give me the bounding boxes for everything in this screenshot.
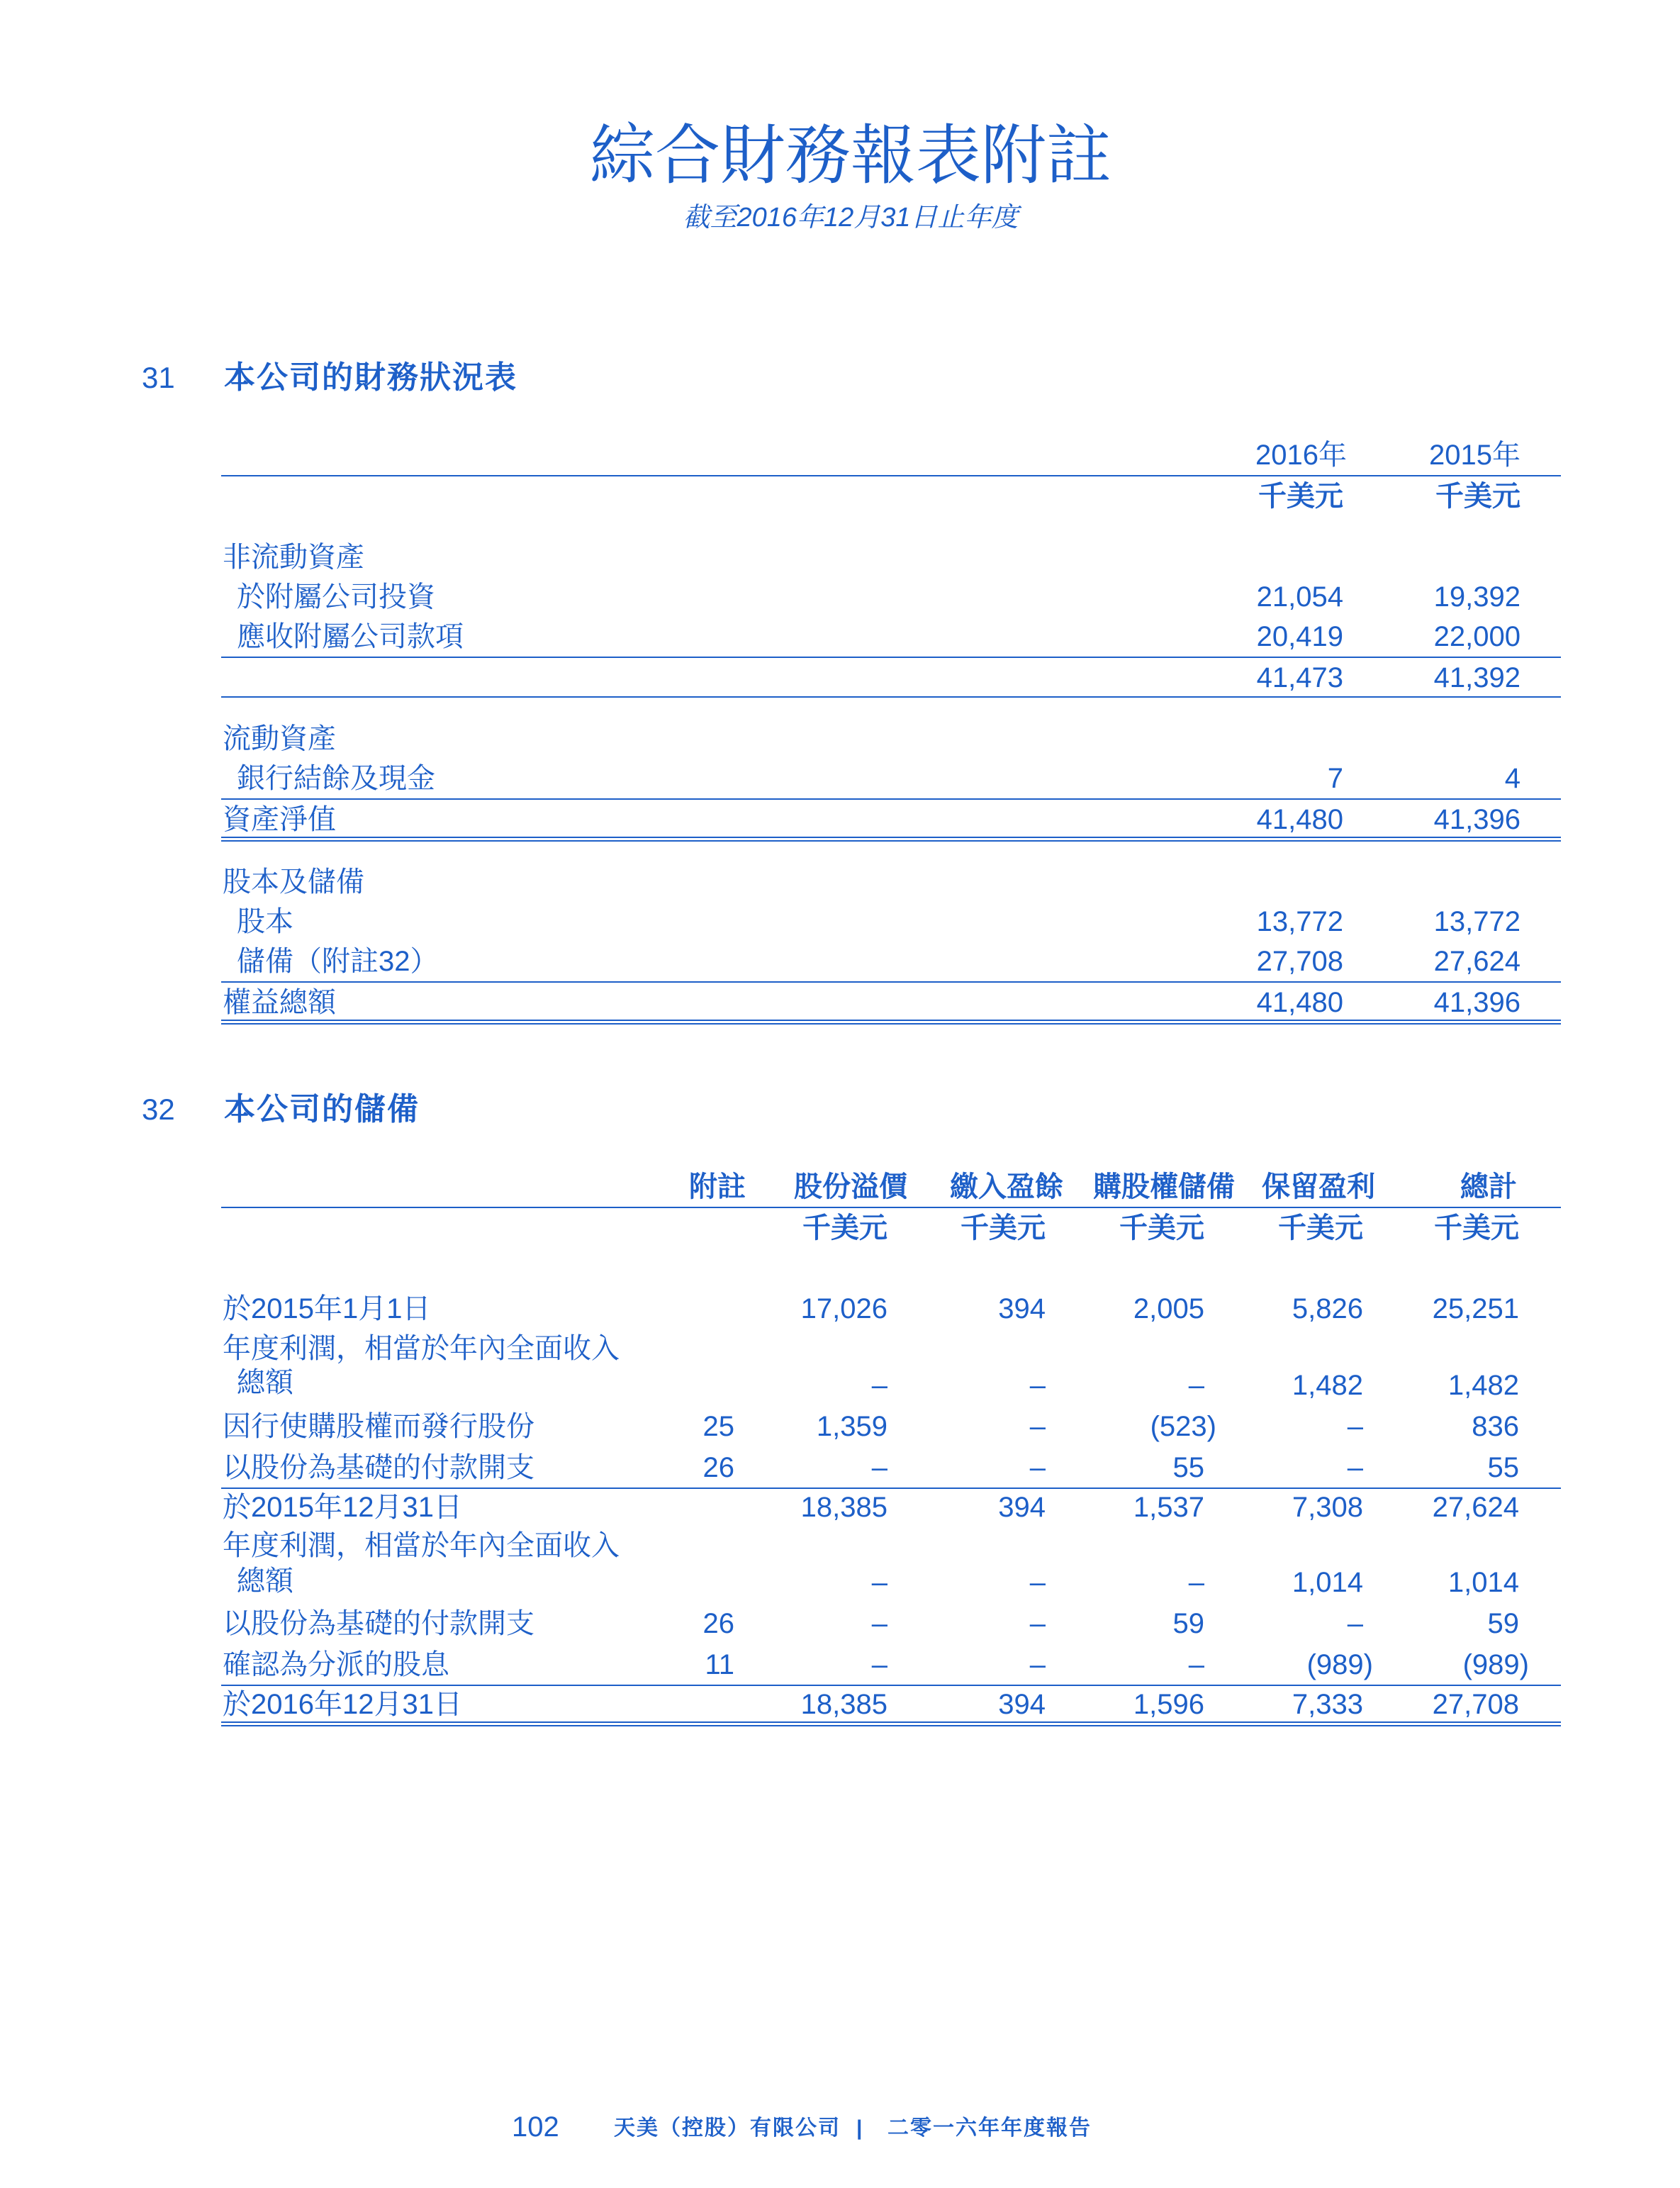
reserve-cell: – [871,1452,887,1483]
reserve-cell: – [1029,1452,1046,1483]
page-title: 綜合財務報表附註 [589,120,1111,192]
reserve-cell: 394 [998,1689,1046,1720]
total-equity-2016: 41,480 [1256,987,1343,1018]
reserve-cell: 7,333 [1292,1689,1363,1720]
reserve-cell: 27,708 [1432,1689,1519,1720]
reserve-cell: 25,251 [1432,1293,1519,1324]
reserve-row-label: 以股份為基礎的付款開支 [223,1608,534,1639]
reserve-cell: 18,385 [800,1492,887,1523]
rule [221,657,1561,658]
reserve-cell: – [1029,1608,1046,1639]
reserve-cell: 55 [1172,1452,1204,1483]
reserve-cell: 1,482 [1292,1370,1363,1401]
reserve-cell: 1,014 [1447,1567,1519,1598]
total-equity-label: 權益總額 [223,987,336,1018]
reserve-cell: 1,359 [816,1411,887,1442]
col-retained-earnings: 保留盈利 [1262,1171,1375,1202]
reserve-cell: – [1188,1649,1204,1680]
reserve-note: 25 [702,1411,734,1442]
col-header-2015-unit: 千美元 [1435,481,1521,512]
reserve-row-label: 以股份為基礎的付款開支 [223,1452,534,1483]
reserve-cell: 2,005 [1133,1293,1204,1324]
section-32-title: 本公司的儲備 [224,1092,420,1127]
row-value-2015: 19,392 [1433,581,1521,613]
rule [221,1685,1561,1686]
row-value-2015: 22,000 [1433,621,1521,652]
reserve-cell: – [871,1608,887,1639]
col-option-reserve: 購股權儲備 [1093,1171,1235,1202]
footer-separator: | [856,2116,864,2140]
rule [221,981,1561,983]
rule [221,798,1561,800]
row-label: 儲備（附註32） [237,946,439,977]
rule [221,1487,1561,1489]
page-subtitle: 截至2016年12月31日止年度 [683,203,1019,233]
unit: 千美元 [802,1212,887,1244]
reserve-cell: 59 [1172,1608,1204,1639]
unit: 千美元 [961,1212,1046,1244]
reserve-cell: – [1029,1370,1046,1401]
reserve-cell: 1,596 [1133,1689,1204,1720]
row-label: 於附屬公司投資 [237,581,435,613]
reserve-cell: 55 [1487,1452,1519,1483]
capital-reserves-label: 股本及儲備 [223,866,364,898]
unit: 千美元 [1119,1212,1204,1244]
reserve-cell: 1,537 [1133,1492,1204,1523]
footer-report: 二零一六年年度報告 [887,2116,1092,2140]
reserve-cell: 836 [1472,1411,1519,1442]
reserve-cell: – [871,1370,887,1401]
col-header-2016-unit: 千美元 [1258,481,1343,512]
page-number: 102 [512,2111,559,2143]
net-assets-2015: 41,396 [1433,804,1521,835]
col-contributed-surplus: 繳入盈餘 [950,1171,1063,1202]
reserve-cell: – [871,1567,887,1598]
col-share-premium: 股份溢價 [794,1171,907,1202]
subtotal-2016: 41,473 [1256,662,1343,693]
current-assets-label: 流動資產 [223,723,336,754]
subtotal-2015: 41,392 [1433,662,1521,693]
reserve-cell: 394 [998,1492,1046,1523]
row-label: 銀行結餘及現金 [237,763,435,794]
unit: 千美元 [1434,1212,1519,1244]
header-rule [221,1207,1561,1208]
row-value-2015: 4 [1504,763,1521,794]
reserve-cell: – [1347,1608,1363,1639]
row-value-2016: 21,054 [1256,581,1343,613]
reserve-note: 11 [705,1649,734,1680]
reserve-note: 26 [702,1608,734,1639]
reserve-cell: 1,014 [1292,1567,1363,1598]
reserve-cell: (989) [1306,1649,1373,1680]
reserve-note: 26 [702,1452,734,1483]
reserve-row-label: 於2015年1月1日 [223,1293,431,1324]
reserve-cell: 7,308 [1292,1492,1363,1523]
unit: 千美元 [1278,1212,1363,1244]
reserve-cell: – [1029,1567,1046,1598]
reserve-cell: 17,026 [800,1293,887,1324]
reserve-cell: 394 [998,1293,1046,1324]
header-rule [221,475,1561,476]
reserve-cell: (989) [1462,1649,1529,1680]
col-header-2016-year: 2016年 [1255,440,1347,471]
reserve-cell: – [1029,1411,1046,1442]
row-value-2016: 27,708 [1256,946,1343,977]
row-value-2016: 20,419 [1256,621,1343,652]
non-current-assets-label: 非流動資產 [223,542,364,573]
reserve-cell: 1,482 [1447,1370,1519,1401]
net-assets-2016: 41,480 [1256,804,1343,835]
reserve-cell: 5,826 [1292,1293,1363,1324]
row-value-2015: 27,624 [1433,946,1521,977]
reserve-row-label: 因行使購股權而發行股份 [223,1411,534,1442]
row-label: 股本 [237,906,293,937]
reserve-cell: 18,385 [800,1689,887,1720]
section-31-title: 本公司的財務狀況表 [224,360,517,395]
row-label: 應收附屬公司款項 [237,621,464,652]
reserve-cell: 27,624 [1432,1492,1519,1523]
double-rule [221,837,1561,842]
total-equity-2015: 41,396 [1433,987,1521,1018]
reserve-cell: (523) [1150,1411,1216,1442]
col-header-2015-year: 2015年 [1429,440,1521,471]
row-value-2016: 7 [1327,763,1343,794]
section-32-number: 32 [142,1093,175,1126]
col-total: 總計 [1460,1171,1517,1202]
row-value-2016: 13,772 [1256,906,1343,937]
reserve-cell: – [1347,1411,1363,1442]
reserve-cell: – [1347,1452,1363,1483]
double-rule [221,1721,1561,1726]
double-rule [221,1020,1561,1025]
reserve-row-label-cont: 總額 [237,1565,293,1597]
note-col-header: 附註 [689,1171,746,1202]
reserve-cell: – [1029,1649,1046,1680]
reserve-cell: 59 [1487,1608,1519,1639]
net-assets-label: 資產淨值 [223,804,336,835]
section-31-number: 31 [142,361,175,394]
rule [221,696,1561,698]
reserve-cell: – [1188,1370,1204,1401]
reserve-cell: – [871,1649,887,1680]
row-value-2015: 13,772 [1433,906,1521,937]
reserve-cell: – [1188,1567,1204,1598]
reserve-row-label: 於2015年12月31日 [223,1492,462,1523]
reserve-row-label: 年度利潤，相當於年內全面收入 [223,1530,620,1561]
reserve-row-label: 於2016年12月31日 [223,1689,462,1720]
reserve-row-label: 年度利潤，相當於年內全面收入 [223,1333,620,1364]
reserve-row-label: 確認為分派的股息 [223,1649,449,1680]
reserve-row-label-cont: 總額 [237,1367,293,1398]
footer-company: 天美（控股）有限公司 [614,2116,841,2140]
